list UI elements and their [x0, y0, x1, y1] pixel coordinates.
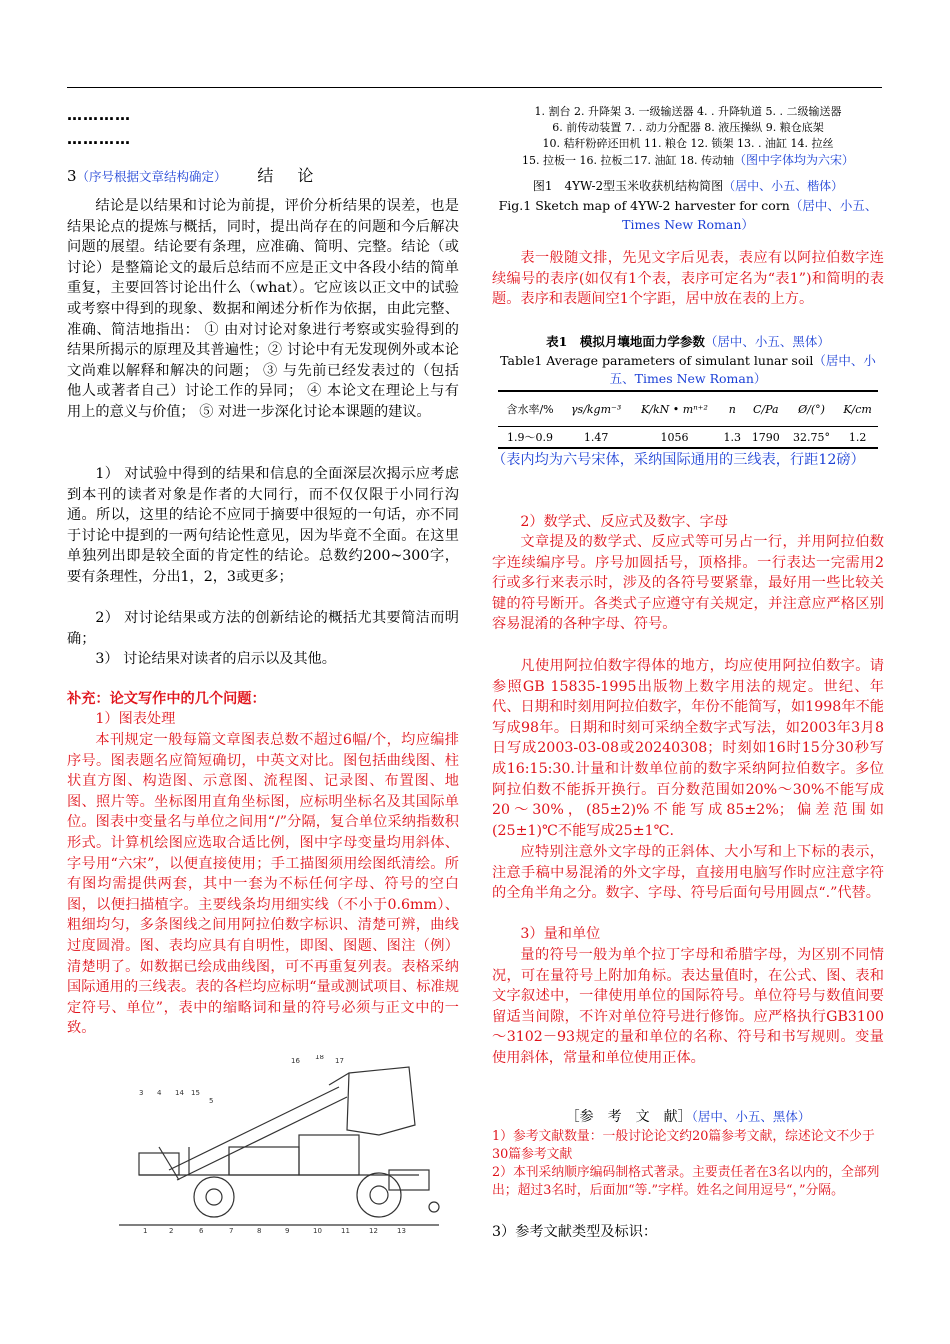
table-header-cell: 含水率/% — [498, 391, 562, 427]
fig-label: 4 — [157, 1089, 162, 1097]
table-caption-en — [492, 352, 884, 388]
table-header-row — [498, 391, 878, 427]
fig-label: 8 — [257, 1227, 262, 1235]
table-cell: 1.2 — [837, 427, 878, 449]
figure-caption-cn-note: （居中、小五、楷体） — [723, 179, 844, 193]
figure-caption-en-text: Fig.1 Sketch map of 4YW-2 harvester for corn — [498, 198, 790, 213]
fig-label: 16 — [291, 1057, 300, 1065]
grain-bin — [347, 1067, 415, 1135]
fig-label: 13 — [397, 1227, 406, 1235]
ellipsis-line-1: ………… — [67, 106, 131, 124]
figure-caption-cn — [492, 178, 884, 194]
section-3-paragraph: 量的符号一般为单个拉丁字母和希腊字母，为区别不同情况，可在量符号上附加角标。表达量值时，在公式、图、表和文字叙述中，一律使用单位的国际符号。单位符号与数值间要留适当间隙，不许对单位符号进行修饰。应严格执行GB3100～3102－93规定的量和单位的名称、符号和书写规则。变量使用斜体，常量和单位使用正体。 — [492, 947, 884, 1066]
table-row — [498, 427, 878, 449]
figure-legend-line: 6. 前传动装置 7. . 动力分配器 8. 液压操纵 9. 粮仓底架 — [552, 121, 824, 134]
table-header-cell: γs/kgm⁻³ — [562, 391, 630, 427]
figure-legend-line: 15. 拉板一 16. 拉板二17. 油缸 18. 传动轴 — [522, 154, 734, 167]
fig-label: 5 — [209, 1097, 214, 1105]
figure-legend-line: 10. 秸秆粉碎还田机 11. 粮仓 12. 锁架 13. . 油缸 14. 拉丝 — [542, 137, 834, 150]
figure-legend — [492, 104, 884, 169]
section-heading — [67, 163, 459, 186]
fig-label: 3 — [139, 1089, 144, 1097]
table-header-cell: K/cm — [837, 391, 878, 427]
table-header-cell: n — [719, 391, 746, 427]
table-caption-cn-text: 表1 模拟月壤地面力学参数 — [546, 334, 705, 349]
table-header-cell: K/kN • mⁿ⁺² — [630, 391, 719, 427]
table-cell: 1.9～0.9 — [498, 427, 562, 449]
fig-label: 12 — [369, 1227, 378, 1235]
fig-label: 18 — [315, 1055, 324, 1061]
section-2-paragraph-2: 凡使用阿拉伯数字得体的地方，均应使用阿拉伯数字。请参照GB 15835-1995出版物上数字用法的规定。世纪、年代、日期和时刻用阿拉伯数字，年份不能简写，如1998年不能写成98年。日期和时刻可采纳全数字式写法，如2003年3月8日写成2003-03-08或20240308；时刻如16时15分30秒写成16:15:30.计量和计数单位前的数字采纳阿拉伯数字。多位阿拉伯数不能拆开换行。百分数范围如20%～30%不能写成20～30%，(85±2)%不能写成85±2%；偏差范围如(25±1)℃不能写成25±1℃. — [492, 658, 884, 839]
figure-legend-note: （图中字体均为六宋） — [733, 153, 854, 167]
conveyor — [169, 1087, 339, 1170]
references-note: （居中、小五、黑体） — [691, 1109, 811, 1124]
rear-wheel — [357, 1173, 401, 1217]
front-wheel — [194, 1177, 234, 1217]
figure-caption-en-note: （居中、小五、Times New Roman） — [622, 198, 878, 232]
table-note: （表内均为六号宋体，采纳国际通用的三线表，行距12磅） — [492, 452, 865, 468]
reference-rule-1: 1）参考文献数量：一般讨论论文约20篇参考文献，综述论文不少于30篇参考文献 — [492, 1129, 875, 1162]
ellipsis-line-2: ………… — [67, 130, 131, 148]
table-header-cell: C/Pa — [746, 391, 786, 427]
fig-label: 17 — [335, 1057, 344, 1065]
fig-label: 1 — [143, 1227, 148, 1235]
table-intro-paragraph: 表一般随文排，先见文字后见表，表应有以阿拉伯数字连续编号的表序(如仅有1个表，表序可定名为“表1”)和简明的表题。表序和表题间空1个字距，居中放在表的上方。 — [492, 250, 884, 308]
conclusion-item-2: 2） 对讨论结果或方法的创新结论的概括尤其要简洁而明确； — [67, 610, 459, 647]
section-2-paragraph-3: 应特别注意外文字母的正斜体、大小写和上下标的表示，注意手稿中易混淆的外文字母，直接用电脑写作时应注意字符的全角半角之分。数字、字母、符号后面句号用圆点“.”代替。 — [492, 844, 884, 902]
table-cell: 1056 — [630, 427, 719, 449]
table-header-cell: Ø/(°) — [786, 391, 837, 427]
harvester-sketch — [79, 1055, 449, 1235]
references-heading — [492, 1106, 884, 1126]
section-title: 结 论 — [257, 166, 318, 185]
harvester-sketch-figure — [79, 1055, 449, 1235]
conclusion-item-1: 1） 对试验中得到的结果和信息的全面深层次揭示应考虑到本刊的读者对象是作者的大同行，而不仅仅限于小同行沟通。所以，这里的结论不应同于摘要中很短的一句话，亦不同于讨论中提到的一两句结论性意见，因为毕竟不全面。在这里单独列出即是较全面的肯定性的结论。总数约200~300字，要有条理性，分出1，2，3或更多； — [67, 466, 459, 585]
section-2-title: 2）数学式、反应式及数字、字母 — [520, 514, 729, 530]
supplement-subheading: 1）图表处理 — [95, 711, 176, 727]
table-cell: 32.75° — [786, 427, 837, 449]
top-rule — [67, 87, 882, 88]
table-cell: 1.47 — [562, 427, 630, 449]
table-caption-cn — [492, 332, 884, 351]
fig-label: 9 — [285, 1227, 290, 1235]
section-2-paragraph-1: 文章提及的数学式、反应式等可另占一行，并用阿拉伯数字连续编序号。序号加圆括号，顶格排。一行表达一完需用2行或多行来表示时，涉及的各符号要紧靠，最好用一些比较关键的符号断开。各类式子应遵守有关规定，并注意应严格区别容易混淆的各种字母、符号。 — [492, 534, 884, 633]
figure-caption-en — [492, 196, 884, 234]
fig-label: 10 — [313, 1227, 322, 1235]
header-unit — [139, 1153, 179, 1175]
supplement-title: 补充：论文写作中的几个问题： — [67, 691, 266, 707]
conclusion-item-3: 3） 讨论结果对读者的启示以及其他。 — [95, 651, 336, 667]
reference-rule-3: 3）参考文献类型及标识： — [492, 1224, 658, 1240]
reference-rule-2: 2）本刊采纳顺序编码制格式著录。主要责任者在3名以内的，全部列出；超过3名时，后面加“等.”字样。姓名之间用逗号“，”分隔。 — [492, 1165, 880, 1198]
section-number: 3 — [67, 167, 77, 185]
figure-caption-cn-text: 图1 4YW-2型玉米收获机结构简图 — [532, 179, 724, 193]
table-caption-en-text: Table1 Average parameters of simulant lunar soil — [500, 353, 814, 368]
fig-label: 11 — [341, 1227, 350, 1235]
fig-label: 2 — [169, 1227, 174, 1235]
fig-label: 14 — [175, 1089, 184, 1097]
table-caption-en-note: （居中、小五、Times New Roman） — [609, 353, 876, 386]
fig-label: 15 — [191, 1089, 200, 1097]
heading-note: （序号根据文章结构确定） — [76, 169, 227, 184]
three-line-table — [498, 390, 878, 449]
references-title: ［参 考 文 献］ — [565, 1109, 692, 1125]
fig-label: 7 — [229, 1227, 234, 1235]
conclusion-paragraph: 结论是以结果和讨论为前提，评价分析结果的误差，也是结果论点的提炼与概括，同时，提出尚存在的问题和今后解决问题的展望。结论要有条理，应准确、简明、完整。结论（或讨论）是整篇论文的最后总结而不应是正文中各段小结的简单重复，主要回答讨论出什么（what）。它应该以正文中的试验或考察中得到的现象、数据和阐述分析作为依据，由此完整、准确、简洁地指出： ① 由对讨论对象进行考察或实验得到的结果所揭示的原理及其普遍性；② 讨论中有无发现例外或本论文尚难以解释和解决的问题； ③ 与先前已经发表过的（包括他人或著者自己）讨论工作的异同； ④ 本论文在理论上与有用上的意义与价值； ⑤ 对进一步深化讨论本课题的建议。 — [67, 198, 459, 420]
supplement-paragraph: 本刊规定一般每篇文章图表总数不超过6幅/个，均应编排序号。图表题名应简短确切，中英文对比。图包括曲线图、柱状直方图、构造图、示意图、流程图、记录图、布置图、地图、照片等。坐标图用直角坐标图，应标明坐标名及其国际单位。图表中变量名与单位之间用“/”分隔，复合单位采纳指数积形式。计算机绘图应选取合适比例，图中字母变量均用斜体、字号用“六宋”，以便直接使用；手工描图须用绘图纸清绘。所有图均需提供两套，其中一套为不标任何字母、符号的空白图，以便扫描植字。主要线条均用细实线（不小于0.6mm）、粗细均匀，多条图线之间用阿拉伯数字标识、清楚可辨，曲线过度圆滑。图、表均应具有自明性，即图、图题、图注（例）清楚明了。如数据已绘成曲线图，可不再重复列表。表格采纳国际通用的三线表。表的各栏均应标明“量或测试项目、标准规定符号、单位”，表中的缩略词和量的符号必须与正文中的一致。 — [67, 732, 459, 1037]
section-3-title: 3）量和单位 — [520, 926, 601, 942]
table-caption-cn-note: （居中、小五、黑体） — [704, 334, 830, 349]
fig-label: 6 — [199, 1227, 204, 1235]
figure-legend-line: 1. 割台 2. 升降架 3. 一级输送器 4. . 升降轨道 5. . 二级输送器 — [534, 105, 842, 118]
table-cell: 1.3 — [719, 427, 746, 449]
table-cell: 1790 — [746, 427, 786, 449]
